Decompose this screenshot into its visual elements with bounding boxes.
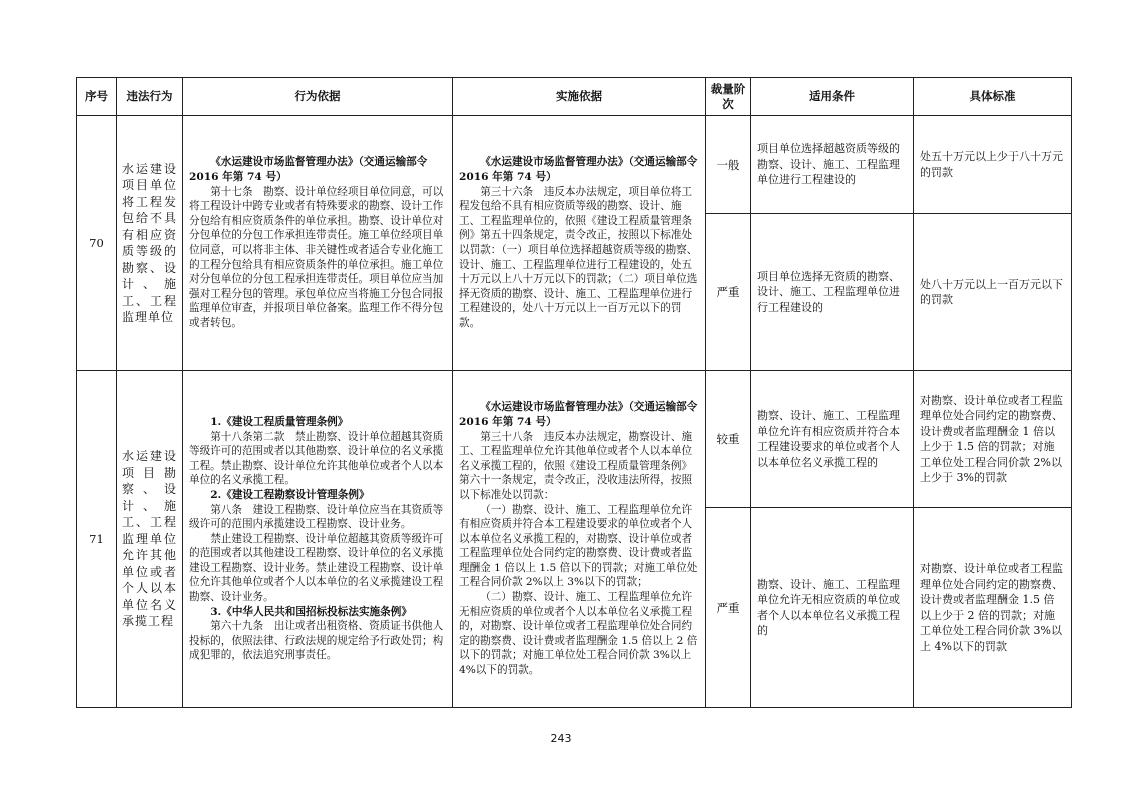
row-71-basis-1-title: 1.《建设工程质量管理条例》 xyxy=(210,415,349,428)
table-row-70 xyxy=(77,116,1072,214)
row-71-cond-1: 勘察、设计、施工、工程监理单位允许有相应资质并符合本工程建设要求的单位或者个人以本单位名义承揽工程的 xyxy=(751,371,914,508)
row-70-level-2: 严重 xyxy=(706,214,751,371)
row-71-basis-2-title: 2.《建设工程勘察设计管理条例》 xyxy=(210,488,370,501)
row-70-level-1: 一般 xyxy=(706,116,751,214)
header-level: 裁量阶次 xyxy=(706,78,751,116)
row-71-basis-3-title: 3.《中华人民共和国招标投标法实施条例》 xyxy=(210,605,412,618)
row-70-std-1: 处五十万元以上少于八十万元的罚款 xyxy=(914,116,1072,214)
row-71-impl-text-a: 第三十八条 违反本办法规定，勘察设计、施工、工程监理单位允许其他单位或者个人以本单位名义承揽工程的，依照《建设工程质量管理条例》第六十一条规定，责令改正，没收违法所得，按照以下标准处以罚款： xyxy=(459,430,693,501)
row-71-std-2: 对勘察、设计单位或者工程监理单位处合同约定的勘察费、设计费或者监理酬金 1.5 倍以上少于 2 倍的罚款；对施工单位处工程合同价款 3%以上 4%以下的罚款 xyxy=(914,508,1072,708)
row-70-cond-1: 项目单位选择超越资质等级的勘察、设计、施工、工程监理单位进行工程建设的 xyxy=(751,116,914,214)
row-70-act: 水运建设项目单位将工程发包给不具有相应资质等级的勘察、设计、施工、工程监理单位 xyxy=(117,116,183,371)
row-71-basis-1-text: 第十八条第二款 禁止勘察、设计单位超越其资质等级许可的范围或者以其他勘察、设计单位的名义承揽工程。禁止勘察、设计单位允许其他单位或者个人以本单位的名义承揽工程。 xyxy=(189,430,444,487)
row-70-impl-text: 第三十六条 违反本办法规定，项目单位将工程发包给不具有相应资质等级的勘察、设计、施工、工程监理单位的，依照《建设工程质量管理条例》第五十四条规定，责令改正，按照以下标准处以罚款：（一）项目单位选择超越资质等级的勘察、设计、施工、工程监理单位进行工程建设的，处五十万元以上八十万元以下的罚款；（二）项目单位选择无资质的勘察、设计、施工、工程监理单位进行工程建设的，处八十万元以上一百万元以下的罚款。 xyxy=(459,185,698,329)
row-70-std-2: 处八十万元以上一百万元以下的罚款 xyxy=(914,214,1072,371)
header-std: 具体标准 xyxy=(914,78,1072,116)
page-number: 243 xyxy=(550,732,572,745)
row-71-level-1: 较重 xyxy=(706,371,751,508)
row-70-cond-2: 项目单位选择无资质的勘察、设计、施工、工程监理单位进行工程建设的 xyxy=(751,214,914,371)
row-71-impl-text-b: （一）勘察、设计、施工、工程监理单位允许有相应资质并符合本工程建设要求的单位或者个人以本单位名义承揽工程的，对勘察、设计单位或者工程监理单位处合同约定的勘察费、设计费或者监理酬金 1 倍以上 1.5 倍以下的罚款；对施工单位处工程合同价款 2%以上 3%以下的罚款； xyxy=(459,503,698,589)
row-71-cond-2: 勘察、设计、施工、工程监理单位允许无相应资质的单位或者个人以本单位名义承揽工程的 xyxy=(751,508,914,708)
row-71-level-2: 严重 xyxy=(706,508,751,708)
row-71-act: 水运建设项目勘察、设计、施工、工程监理单位允许其他单位或者个人以本单位名义承揽工程 xyxy=(117,371,183,708)
header-row xyxy=(77,78,1072,116)
row-71-basis xyxy=(183,371,453,708)
row-71-basis-2-text-b: 禁止建设工程勘察、设计单位超越其资质等级许可的范围或者以其他建设工程勘察、设计单位的名义承揽建设工程勘察、设计业务。禁止建设工程勘察、设计单位允许其他单位或者个人以本单位的名义承揽建设工程勘察、设计业务。 xyxy=(189,532,444,604)
header-no: 序号 xyxy=(77,78,117,116)
header-cond: 适用条件 xyxy=(751,78,914,116)
row-71-basis-3-text: 第六十九条 出让或者出租资格、资质证书供他人投标的，依照法律、行政法规的规定给予行政处罚；构成犯罪的，依法追究刑事责任。 xyxy=(189,620,444,662)
row-71-number: 71 xyxy=(77,371,117,708)
table-row-71 xyxy=(77,371,1072,508)
row-70-basis-title: 《水运建设市场监督管理办法》（交通运输部令 2016 年第 74 号） xyxy=(189,156,428,184)
header-act: 违法行为 xyxy=(117,78,183,116)
row-70-impl-title: 《水运建设市场监督管理办法》（交通运输部令 2016 年第 74 号） xyxy=(459,156,698,184)
row-71-basis-2-text-a: 第八条 建设工程勘察、设计单位应当在其资质等级许可的范围内承揽建设工程勘察、设计业务。 xyxy=(189,503,444,531)
row-71-std-1: 对勘察、设计单位或者工程监理单位处合同约定的勘察费、设计费或者监理酬金 1 倍以上少于 1.5 倍的罚款；对施工单位处工程合同价款 2%以上少于 3%的罚款 xyxy=(914,371,1072,508)
header-basis: 行为依据 xyxy=(183,78,453,116)
row-70-impl xyxy=(453,116,706,371)
row-71-impl-title: 《水运建设市场监督管理办法》（交通运输部令 2016 年第 74 号） xyxy=(459,401,698,428)
row-70-basis-text: 第十七条 勘察、设计单位经项目单位同意，可以将工程设计中跨专业或者有特殊要求的勘察、设计工作分包给有相应资质条件的单位承担。勘察、设计单位对分包单位的分包工作承担连带责任。施工单位经项目单位同意，可以将非主体、非关键性或者适合专业化施工的工程分包给具有相应资质条件的单位承担。施工单位对分包单位的分包工程承担连带责任。项目单位应当加强对工程分包的管理。承包单位应当将施工分包合同报监理单位审查，并报项目单位备案。监理工作不得分包或者转包。 xyxy=(189,185,444,329)
row-70-number: 70 xyxy=(77,116,117,371)
header-impl: 实施依据 xyxy=(453,78,706,116)
row-71-impl-text-c: （二）勘察、设计、施工、工程监理单位允许无相应资质的单位或者个人以本单位名义承揽工程的，对勘察、设计单位或者工程监理单位处合同约定的勘察费、设计费或者监理酬金 1.5 倍以上 2 倍以下的罚款；对施工单位处工程合同价款 3%以上 4%以下的罚款。 xyxy=(459,591,698,677)
row-71-impl xyxy=(453,371,706,708)
row-70-basis xyxy=(183,116,453,371)
penalty-table xyxy=(76,77,1072,708)
